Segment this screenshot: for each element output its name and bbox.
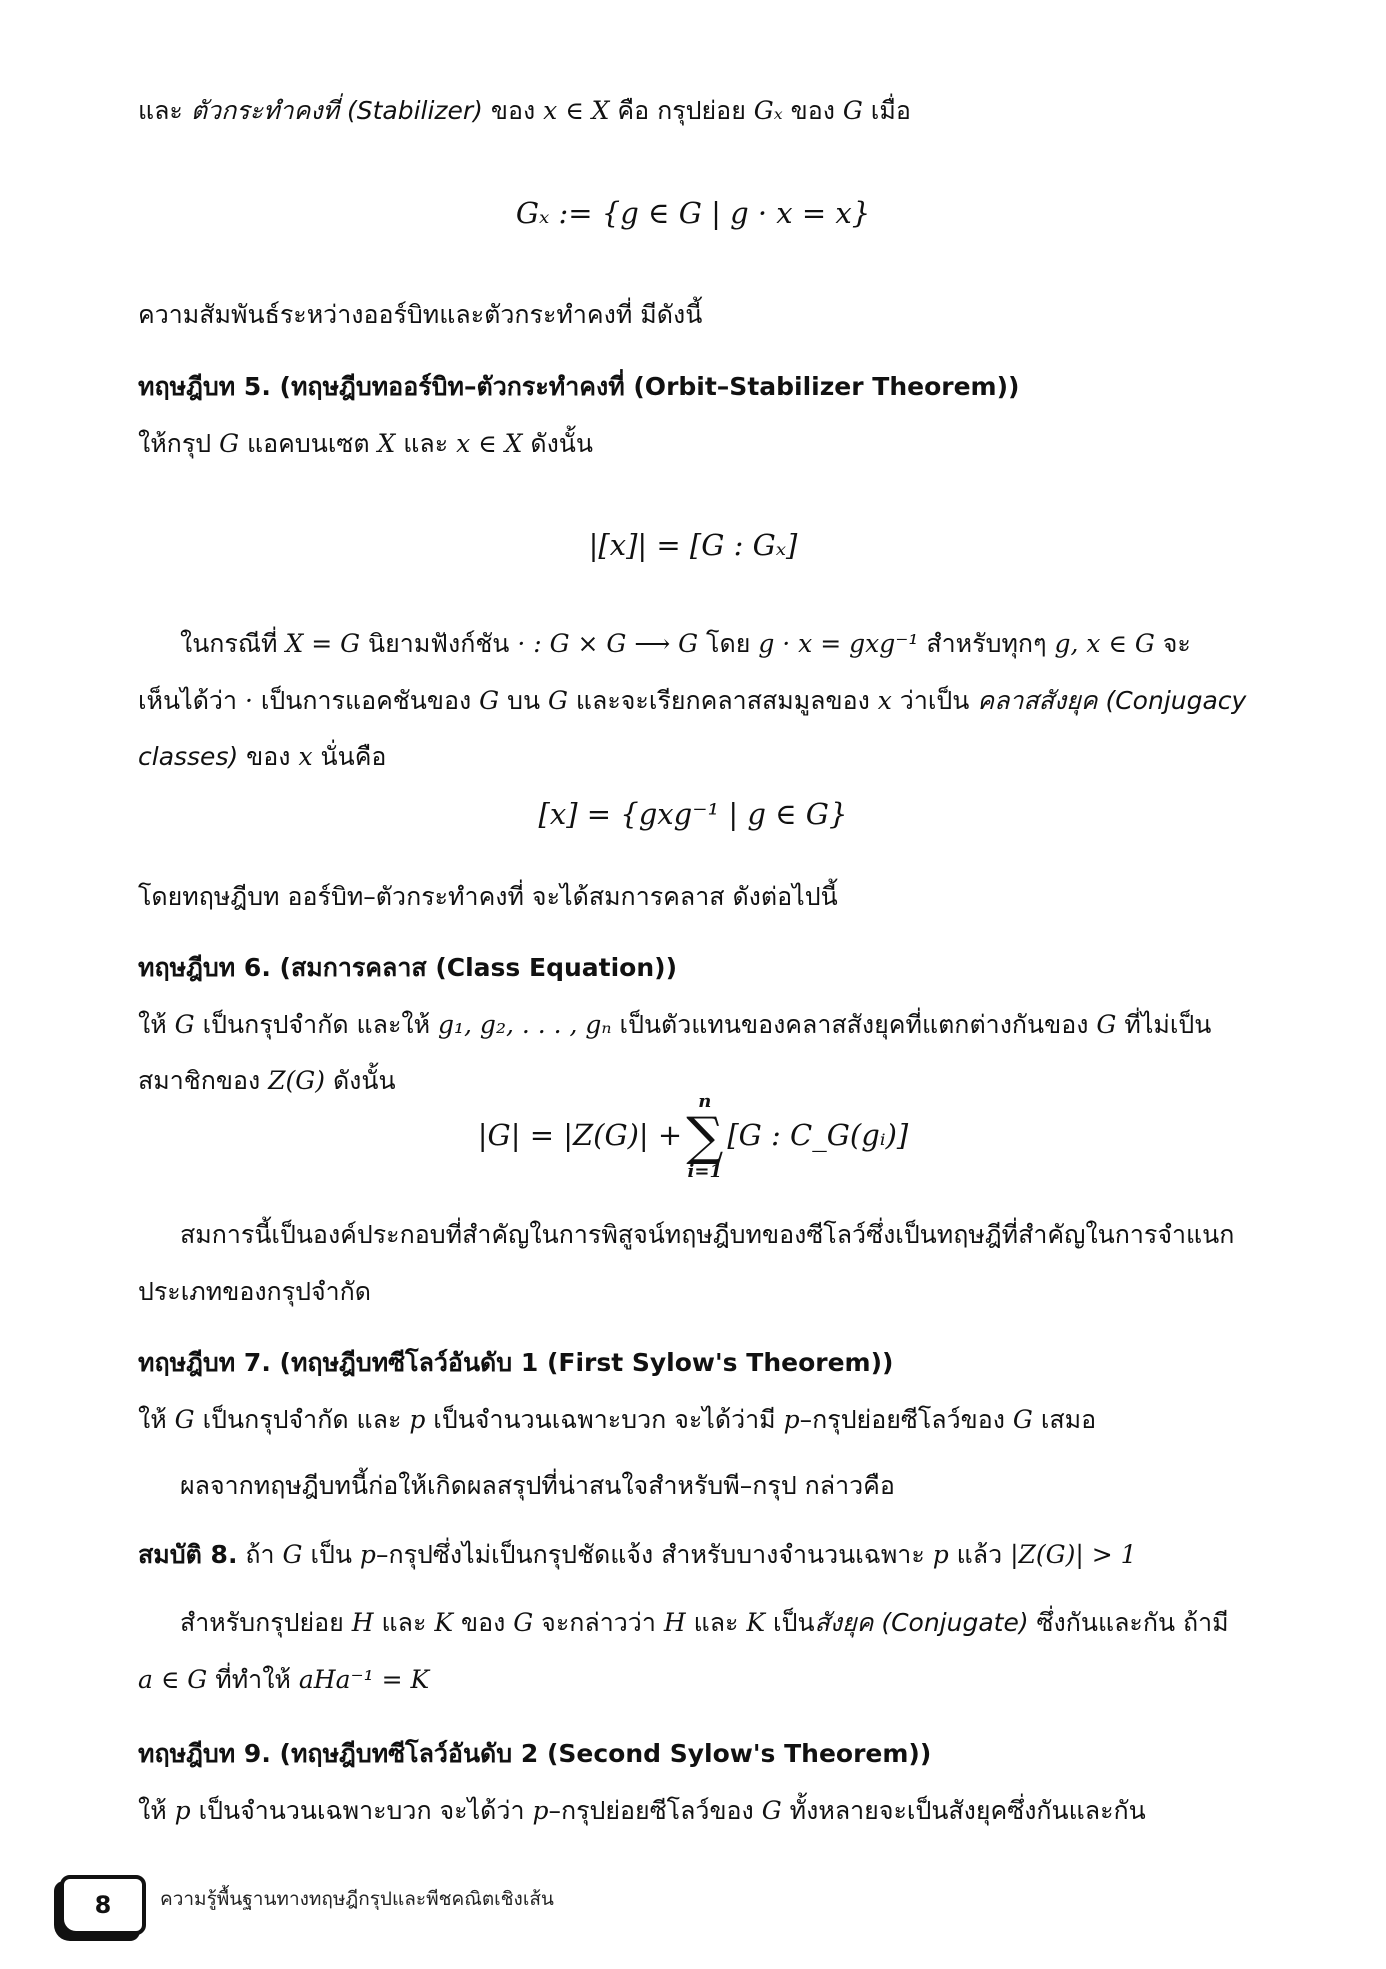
theorem-6-body: สมาชิกของ Z(G) ดังนั้น	[138, 1066, 396, 1095]
paragraph-line: และ ตัวกระทำคงที่ (Stabilizer) ของ x ∈ X คือ กรุปย่อย Gₓ ของ G เมื่อ	[138, 96, 911, 125]
page-number: 8	[94, 1891, 112, 1919]
theorem-6-title: ทฤษฎีบท 6. (สมการคลาส (Class Equation))	[138, 953, 678, 982]
page-number-badge	[60, 1875, 146, 1935]
theorem-7-title: ทฤษฎีบท 7. (ทฤษฎีบทซีโลว์อันดับ 1 (First Sylow's Theorem))	[138, 1348, 894, 1377]
equation-stabilizer: Gₓ := {g ∈ G | g · x = x}	[515, 196, 871, 230]
property-8: สมบัติ 8. ถ้า G เป็น p–กรุปซึ่งไม่เป็นกรุปชัดแจ้ง สำหรับบางจำนวนเฉพาะ p แล้ว |Z(G)| > 1	[138, 1540, 1137, 1569]
paragraph-line: a ∈ G ที่ทำให้ aHa⁻¹ = K	[138, 1665, 430, 1694]
equation-class-equation: |G| = |Z(G)| + n ∑ i=1 [G : C_G(gᵢ)]	[477, 1091, 909, 1182]
theorem-9-title: ทฤษฎีบท 9. (ทฤษฎีบทซีโลว์อันดับ 2 (Second Sylow's Theorem))	[138, 1739, 932, 1768]
property-8-label: สมบัติ 8.	[138, 1540, 238, 1569]
theorem-5-body: ให้กรุป G แอคบนเซต X และ x ∈ X ดังนั้น	[138, 429, 593, 458]
theorem-9-body: ให้ p เป็นจำนวนเฉพาะบวก จะได้ว่า p–กรุปย่อยซีโลว์ของ G ทั้งหลายจะเป็นสังยุคซึ่งกันและกัน	[138, 1796, 1146, 1825]
paragraph-line: ผลจากทฤษฎีบทนี้ก่อให้เกิดผลสรุปที่น่าสนใจสำหรับพี–กรุป กล่าวคือ	[180, 1471, 895, 1500]
term-stabilizer: ตัวกระทำคงที่ (Stabilizer)	[190, 96, 483, 125]
paragraph-line: ประเภทของกรุปจำกัด	[138, 1277, 372, 1306]
paragraph-line: โดยทฤษฎีบท ออร์บิท–ตัวกระทำคงที่ จะได้สมการคลาส ดังต่อไปนี้	[138, 882, 838, 911]
summation: n ∑ i=1	[686, 1091, 724, 1182]
theorem-6-body: ให้ G เป็นกรุปจำกัด และให้ g₁, g₂, . . . , gₙ เป็นตัวแทนของคลาสสังยุคที่แตกต่างกันของ G ที่ไม่เป็น	[138, 1010, 1212, 1039]
running-footer-title: ความรู้พื้นฐานทางทฤษฎีกรุปและพีชคณิตเชิงเส้น	[160, 1888, 554, 1910]
paragraph-line: สมการนี้เป็นองค์ประกอบที่สำคัญในการพิสูจน์ทฤษฎีบทของซีโลว์ซึ่งเป็นทฤษฎีที่สำคัญในการจำแนก	[180, 1220, 1235, 1249]
theorem-5-title: ทฤษฎีบท 5. (ทฤษฎีบทออร์บิท–ตัวกระทำคงที่ (Orbit–Stabilizer Theorem))	[138, 372, 1020, 401]
paragraph-line: classes) ของ x นั่นคือ	[138, 742, 387, 771]
equation-orbit-stabilizer: |[x]| = [G : Gₓ]	[588, 528, 798, 562]
paragraph-line: สำหรับกรุปย่อย H และ K ของ G จะกล่าวว่า H และ K เป็นสังยุค (Conjugate) ซึ่งกันและกัน ถ้ามี	[180, 1608, 1229, 1637]
paragraph-line: เห็นได้ว่า · เป็นการแอคชันของ G บน G และจะเรียกคลาสสมมูลของ x ว่าเป็น คลาสสังยุค (Conjugacy	[138, 686, 1247, 715]
paragraph-line: ความสัมพันธ์ระหว่างออร์บิทและตัวกระทำคงที่ มีดังนี้	[138, 300, 703, 329]
paragraph-line: ในกรณีที่ X = G นิยามฟังก์ชัน · : G × G ⟶ G โดย g · x = gxg⁻¹ สำหรับทุกๆ g, x ∈ G จะ	[180, 629, 1191, 658]
theorem-7-body: ให้ G เป็นกรุปจำกัด และ p เป็นจำนวนเฉพาะบวก จะได้ว่ามี p–กรุปย่อยซีโลว์ของ G เสมอ	[138, 1405, 1097, 1434]
equation-conjugacy-class: [x] = {gxg⁻¹ | g ∈ G}	[538, 797, 848, 831]
